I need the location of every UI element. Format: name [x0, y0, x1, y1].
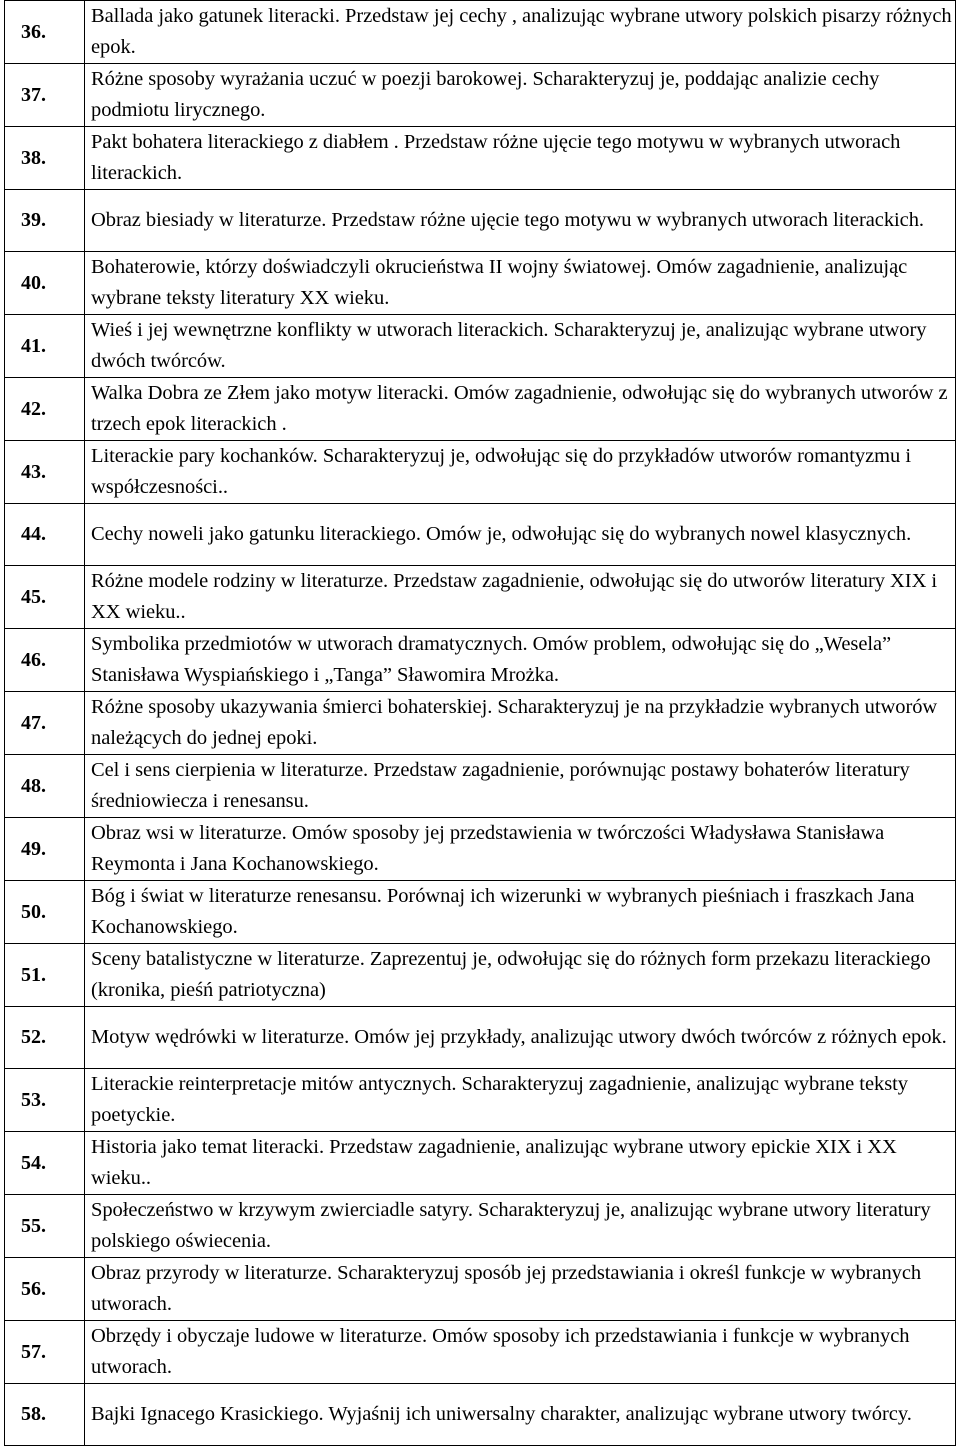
topic-text: Historia jako temat literacki. Przedstaw zagadnienie, analizując wybrane utwory epickie XIX i XX wieku..	[85, 1132, 956, 1195]
topics-table	[4, 0, 956, 1446]
topic-number: 41.	[5, 315, 85, 378]
table-row	[5, 315, 956, 378]
topic-number: 38.	[5, 127, 85, 190]
table-row	[5, 818, 956, 881]
table-row	[5, 252, 956, 315]
topic-number: 47.	[5, 692, 85, 755]
topic-number: 42.	[5, 378, 85, 441]
topic-text: Różne sposoby wyrażania uczuć w poezji barokowej. Scharakteryzuj je, poddając analizie cechy podmiotu lirycznego.	[85, 64, 956, 127]
topic-number: 58.	[5, 1384, 85, 1446]
topic-text: Różne modele rodziny w literaturze. Przedstaw zagadnienie, odwołując się do utworów literatury XIX i XX wieku..	[85, 566, 956, 629]
table-row	[5, 755, 956, 818]
topic-text: Obraz biesiady w literaturze. Przedstaw różne ujęcie tego motywu w wybranych utworach literackich.	[85, 190, 956, 252]
topic-number: 50.	[5, 881, 85, 944]
topic-text: Literackie reinterpretacje mitów antycznych. Scharakteryzuj zagadnienie, analizując wybrane teksty poetyckie.	[85, 1069, 956, 1132]
topic-text: Motyw wędrówki w literaturze. Omów jej przykłady, analizując utwory dwóch twórców z różnych epok.	[85, 1007, 956, 1069]
table-row	[5, 1321, 956, 1384]
table-row	[5, 378, 956, 441]
topic-number: 45.	[5, 566, 85, 629]
topic-number: 55.	[5, 1195, 85, 1258]
table-row	[5, 127, 956, 190]
table-row	[5, 629, 956, 692]
topics-table-body	[5, 1, 956, 1446]
table-row	[5, 190, 956, 252]
topic-text: Społeczeństwo w krzywym zwierciadle satyry. Scharakteryzuj je, analizując wybrane utwory literatury polskiego oświecenia.	[85, 1195, 956, 1258]
topic-text: Cechy noweli jako gatunku literackiego. Omów je, odwołując się do wybranych nowel klasycznych.	[85, 504, 956, 566]
topic-number: 37.	[5, 64, 85, 127]
topic-text: Walka Dobra ze Złem jako motyw literacki. Omów zagadnienie, odwołując się do wybranych utworów z trzech epok literackich .	[85, 378, 956, 441]
topic-text: Cel i sens cierpienia w literaturze. Przedstaw zagadnienie, porównując postawy bohaterów literatury średniowiecza i renesansu.	[85, 755, 956, 818]
topic-number: 51.	[5, 944, 85, 1007]
topic-number: 56.	[5, 1258, 85, 1321]
table-row	[5, 1132, 956, 1195]
table-row	[5, 1069, 956, 1132]
table-row	[5, 441, 956, 504]
topic-number: 48.	[5, 755, 85, 818]
topic-number: 46.	[5, 629, 85, 692]
topic-text: Obrzędy i obyczaje ludowe w literaturze. Omów sposoby ich przedstawiania i funkcje w wybranych utworach.	[85, 1321, 956, 1384]
topic-text: Bohaterowie, którzy doświadczyli okrucieństwa II wojny światowej. Omów zagadnienie, analizując wybrane teksty literatury XX wieku.	[85, 252, 956, 315]
topic-number: 43.	[5, 441, 85, 504]
topic-text: Bajki Ignacego Krasickiego. Wyjaśnij ich uniwersalny charakter, analizując wybrane utwory twórcy.	[85, 1384, 956, 1446]
topic-number: 52.	[5, 1007, 85, 1069]
table-row	[5, 504, 956, 566]
table-row	[5, 944, 956, 1007]
topic-number: 36.	[5, 1, 85, 64]
topic-number: 39.	[5, 190, 85, 252]
table-row	[5, 1, 956, 64]
topic-number: 40.	[5, 252, 85, 315]
topic-text: Bóg i świat w literaturze renesansu. Porównaj ich wizerunki w wybranych pieśniach i fraszkach Jana Kochanowskiego.	[85, 881, 956, 944]
table-row	[5, 1258, 956, 1321]
table-row	[5, 692, 956, 755]
topic-text: Sceny batalistyczne w literaturze. Zaprezentuj je, odwołując się do różnych form przekazu literackiego (kronika, pieśń patriotyczna)	[85, 944, 956, 1007]
topics-document	[4, 0, 956, 1446]
table-row	[5, 1384, 956, 1446]
topic-text: Literackie pary kochanków. Scharakteryzuj je, odwołując się do przykładów utworów romantyzmu i współczesności..	[85, 441, 956, 504]
topic-number: 57.	[5, 1321, 85, 1384]
topic-text: Ballada jako gatunek literacki. Przedstaw jej cechy , analizując wybrane utwory polskich pisarzy różnych epok.	[85, 1, 956, 64]
topic-number: 44.	[5, 504, 85, 566]
topic-number: 49.	[5, 818, 85, 881]
topic-text: Obraz przyrody w literaturze. Scharakteryzuj sposób jej przedstawiania i określ funkcje w wybranych utworach.	[85, 1258, 956, 1321]
topic-text: Pakt bohatera literackiego z diabłem . Przedstaw różne ujęcie tego motywu w wybranych utworach literackich.	[85, 127, 956, 190]
table-row	[5, 566, 956, 629]
table-row	[5, 64, 956, 127]
topic-text: Wieś i jej wewnętrzne konflikty w utworach literackich. Scharakteryzuj je, analizując wybrane utwory dwóch twórców.	[85, 315, 956, 378]
topic-number: 54.	[5, 1132, 85, 1195]
table-row	[5, 1007, 956, 1069]
topic-text: Różne sposoby ukazywania śmierci bohaterskiej. Scharakteryzuj je na przykładzie wybranych utworów należących do jednej epoki.	[85, 692, 956, 755]
table-row	[5, 881, 956, 944]
topic-text: Obraz wsi w literaturze. Omów sposoby jej przedstawienia w twórczości Władysława Stanisława Reymonta i Jana Kochanowskiego.	[85, 818, 956, 881]
topic-text: Symbolika przedmiotów w utworach dramatycznych. Omów problem, odwołując się do „Wesela” Stanisława Wyspiańskiego i „Tanga” Sławomira Mrożka.	[85, 629, 956, 692]
table-row	[5, 1195, 956, 1258]
topic-number: 53.	[5, 1069, 85, 1132]
